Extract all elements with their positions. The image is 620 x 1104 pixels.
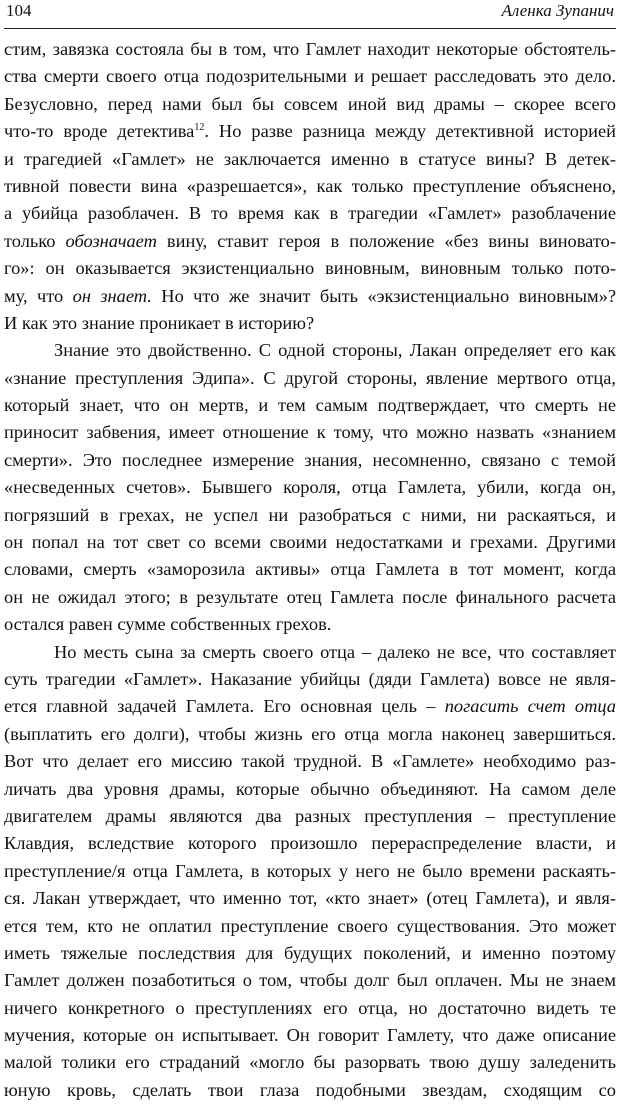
text-line bbox=[4, 337, 616, 364]
text-line bbox=[4, 310, 616, 337]
text-segment: ничего конкретного о преступлениях его отца, но достаточно видеть те bbox=[4, 997, 616, 1018]
text-line bbox=[4, 584, 616, 611]
text-line bbox=[4, 365, 616, 392]
text-segment: юную кровь, сделать твои глаза подобными звездам, сходящим со bbox=[4, 1079, 616, 1100]
text-segment: вину, ставит героя в положение «без вины виновато- bbox=[156, 230, 616, 251]
text-line bbox=[4, 91, 616, 118]
text-segment: малой толики его страданий «могло бы разорвать твою душу заледенить bbox=[4, 1052, 616, 1073]
text-line bbox=[4, 146, 616, 173]
text-line bbox=[4, 803, 616, 830]
text-line bbox=[4, 419, 616, 446]
text-segment: «знание преступления Эдипа». С другой стороны, явление мертвого отца, bbox=[4, 367, 616, 388]
text-line bbox=[4, 36, 616, 63]
text-segment: он попал на тот свет со всеми своими недостатками и грехами. Другими bbox=[4, 532, 616, 553]
text-segment: двигателем драмы являются два разных преступления – преступление bbox=[4, 805, 616, 826]
page-number: 104 bbox=[6, 1, 32, 20]
text-line bbox=[4, 995, 616, 1022]
text-segment: стим, завязка состояла бы в том, что Гамлет находит некоторые обстоятель- bbox=[4, 39, 616, 59]
text-segment: Но месть сына за смерть своего отца – далеко не все, что составляет bbox=[54, 641, 616, 662]
text-segment: словами, смерть «заморозила активы» отца Гамлета в тот момент, когда bbox=[4, 559, 616, 580]
running-head-author: Аленка Зупанич bbox=[501, 1, 614, 20]
text-segment: мучения, которые он испытывает. Он говорит Гамлету, что даже описание bbox=[4, 1025, 616, 1046]
text-segment: . Но разве разница между детективной историей bbox=[204, 121, 616, 142]
text-line bbox=[4, 885, 616, 912]
text-line bbox=[4, 858, 616, 885]
text-segment: го»: он оказывается экзистенциально виновным, виновным только пото- bbox=[4, 258, 616, 279]
emphasis-text: погасить счет отца bbox=[444, 696, 616, 717]
text-segment: ся. Лакан утверждает, что именно тот, «кто знает» (отец Гамлета), и явля- bbox=[4, 888, 616, 909]
text-line bbox=[4, 556, 616, 583]
text-line bbox=[4, 666, 616, 693]
text-segment: преступление/я отца Гамлета, в которых у него не было времени раскаять- bbox=[4, 860, 616, 881]
text-line bbox=[4, 529, 616, 556]
text-line bbox=[4, 721, 616, 748]
text-segment: И как это знание проникает в историю? bbox=[4, 312, 315, 333]
text-line bbox=[4, 502, 616, 529]
text-segment: что-то вроде детектива bbox=[4, 121, 195, 142]
text-segment: а убийца разоблачен. В то время как в трагедии «Гамлет» разоблачение bbox=[4, 203, 616, 224]
text-segment: и трагедией «Гамлет» не заключается именно в статусе вины? В детек- bbox=[4, 148, 616, 169]
text-segment: Гамлет должен позаботиться о том, чтобы долг был оплачен. Мы не знаем bbox=[4, 970, 616, 991]
text-segment: Знание это двойственно. С одной стороны, Лакан определяет его как bbox=[54, 340, 616, 361]
text-line bbox=[4, 392, 616, 419]
text-segment: погрязший в грехах, не успел ни разобраться с ними, ни раскаяться, и bbox=[4, 504, 616, 525]
text-segment: Безусловно, перед нами был бы совсем иной вид драмы – скорее всего bbox=[4, 93, 616, 114]
text-line bbox=[4, 283, 616, 310]
text-line bbox=[4, 693, 616, 720]
footnote-ref: 12 bbox=[194, 122, 205, 134]
text-segment: Клавдия, вследствие которого произошло перераспределение власти, и bbox=[4, 833, 616, 854]
body-text bbox=[4, 36, 616, 1104]
text-segment: Но что же значит быть «экзистенциально виновным»? bbox=[151, 285, 616, 306]
text-line bbox=[4, 748, 616, 775]
text-segment: ства смерти своего отца подозрительными и решает расследовать это дело. bbox=[4, 66, 616, 87]
text-segment: Вот что делает его миссию такой трудной. В «Гамлете» необходимо раз- bbox=[4, 751, 616, 772]
text-segment: только bbox=[4, 230, 66, 251]
text-line bbox=[4, 967, 616, 994]
text-segment: иметь тяжелые последствия для будущих поколений, и именно поэтому bbox=[4, 942, 616, 963]
text-segment: он не ожидал этого; в результате отец Гамлета после финального расчета bbox=[4, 586, 616, 607]
text-line bbox=[4, 913, 616, 940]
text-line bbox=[4, 776, 616, 803]
text-line bbox=[4, 173, 616, 200]
text-line bbox=[4, 255, 616, 282]
text-segment: личать два уровня драмы, которые обычно объединяют. На самом деле bbox=[4, 778, 616, 799]
text-line bbox=[4, 611, 616, 638]
text-line bbox=[4, 1049, 616, 1076]
running-header bbox=[4, 0, 616, 29]
text-segment: ется тем, кто не оплатил преступление своего существования. Это может bbox=[4, 915, 616, 936]
text-segment: (выплатить его долги), чтобы жизнь его отца могла наконец завершиться. bbox=[4, 723, 616, 744]
text-line bbox=[4, 1077, 616, 1104]
text-line bbox=[4, 639, 616, 666]
text-segment: му, что bbox=[4, 285, 73, 306]
text-segment: тивной повести вина «разрешается», как только преступление объяснено, bbox=[4, 175, 616, 196]
text-segment: смерти». Это последнее измерение знания, несомненно, связано с темой bbox=[4, 449, 616, 470]
text-line bbox=[4, 474, 616, 501]
text-line bbox=[4, 118, 616, 145]
text-line bbox=[4, 200, 616, 227]
text-line bbox=[4, 830, 616, 857]
text-segment: который знает, что он мертв, и тем самым подтверждает, что смерть не bbox=[4, 395, 616, 416]
text-line bbox=[4, 940, 616, 967]
text-line bbox=[4, 1022, 616, 1049]
text-line bbox=[4, 447, 616, 474]
text-line bbox=[4, 228, 616, 255]
text-segment: остался равен сумме собственных грехов. bbox=[4, 614, 332, 635]
text-segment: «несведенных счетов». Бывшего короля, отца Гамлета, убили, когда он, bbox=[4, 477, 616, 498]
emphasis-text: обозначает bbox=[65, 230, 157, 251]
text-segment: суть трагедии «Гамлет». Наказание убийцы (дяди Гамлета) вовсе не явля- bbox=[4, 668, 616, 689]
text-line bbox=[4, 63, 616, 90]
text-segment: приносит забвения, имеет отношение к тому, что можно назвать «знанием bbox=[4, 422, 616, 443]
text-segment: ется главной задачей Гамлета. Его основная цель – bbox=[4, 696, 445, 717]
emphasis-text: он знает. bbox=[72, 285, 152, 306]
